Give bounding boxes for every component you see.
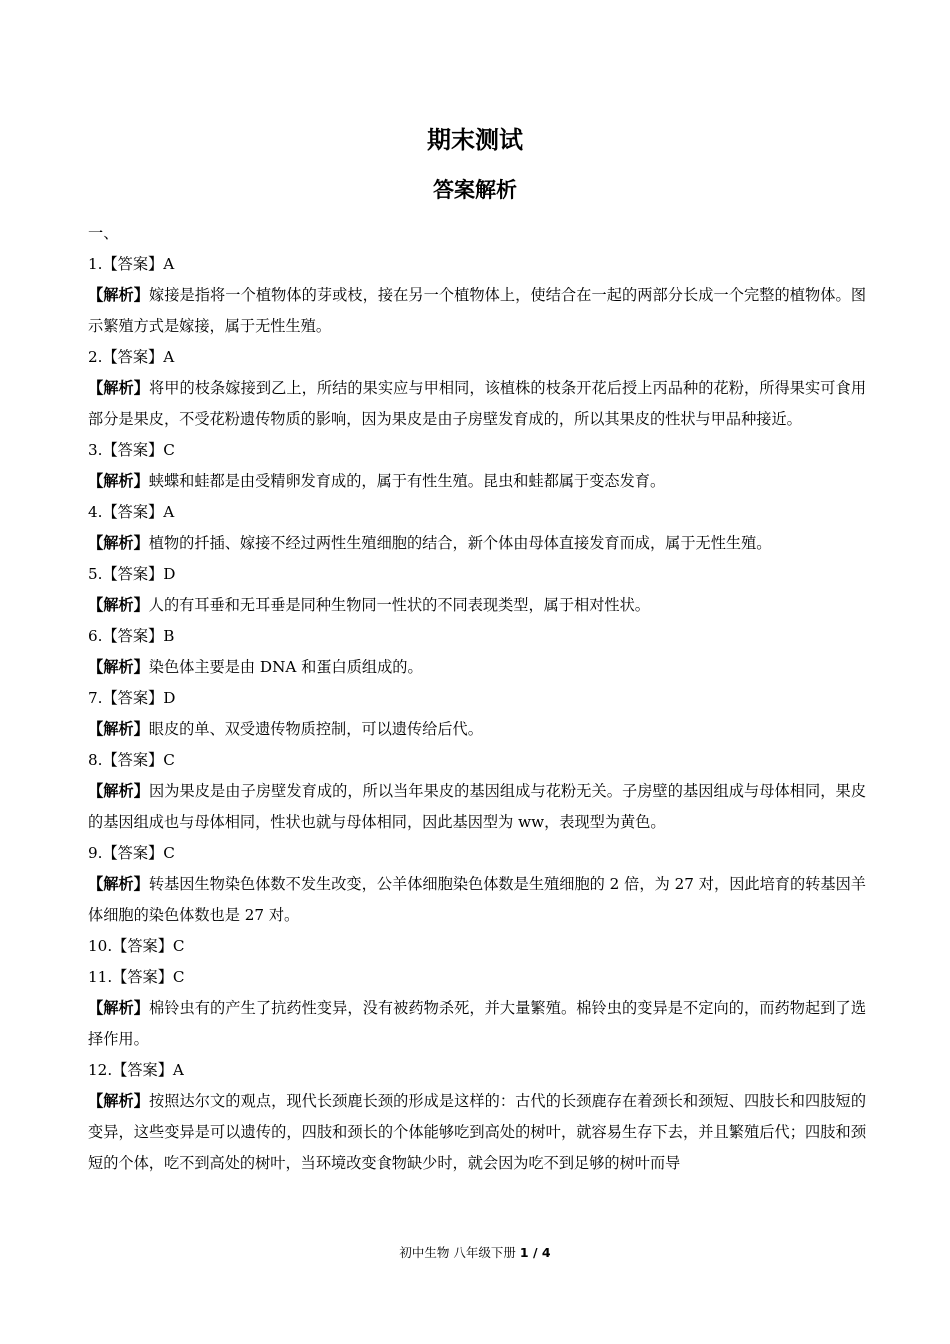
answer-line-2: 2.【答案】A bbox=[88, 348, 175, 366]
explanation-text: 棉铃虫有的产生了抗药性变异，没有被药物杀死，并大量繁殖。棉铃虫的变异是不定向的，而药物起到了选择作用。 bbox=[88, 999, 867, 1048]
explanation-11 bbox=[88, 993, 866, 1055]
explanation-label: 【解析】 bbox=[88, 1092, 150, 1110]
answer-line-6: 6.【答案】B bbox=[88, 627, 175, 645]
explanation-text: 人的有耳垂和无耳垂是同种生物同一性状的不同表现类型，属于相对性状。 bbox=[148, 596, 650, 614]
explanation-label: 【解析】 bbox=[88, 286, 150, 304]
page-footer bbox=[0, 1244, 950, 1262]
explanation-label: 【解析】 bbox=[88, 379, 150, 397]
section-label: 一、 bbox=[88, 224, 119, 242]
explanation-8 bbox=[88, 776, 866, 838]
explanation-1 bbox=[88, 280, 866, 342]
explanation-label: 【解析】 bbox=[88, 875, 149, 893]
explanation-5 bbox=[88, 590, 866, 621]
explanation-text: 转基因生物染色体数不发生改变，公羊体细胞染色体数是生殖细胞的 2 倍，为 27 对，因此培育的转基因羊体细胞的染色体数也是 27 对。 bbox=[88, 875, 866, 924]
answer-line-5: 5.【答案】D bbox=[88, 565, 176, 583]
page-subtitle: 答案解析 bbox=[433, 178, 517, 202]
explanation-text: 按照达尔文的观点，现代长颈鹿长颈的形成是这样的：古代的长颈鹿存在着颈长和颈短、四肢长和四肢短的变异，这些变异是可以遗传的，四肢和颈长的个体能够吃到高处的树叶，就容易生存下去，并且繁殖后代；四肢和颈短的个体，吃不到高处的树叶，当环境改变食物缺少时，就会因为吃不到足够的树叶而导 bbox=[88, 1092, 867, 1172]
page-number: 1 / 4 bbox=[519, 1245, 551, 1260]
page-title: 期末测试 bbox=[427, 126, 523, 154]
answer-line-9: 9.【答案】C bbox=[88, 844, 175, 862]
explanation-9 bbox=[88, 869, 866, 931]
explanation-label: 【解析】 bbox=[88, 782, 150, 800]
explanation-text: 染色体主要是由 DNA 和蛋白质组成的。 bbox=[148, 658, 423, 676]
explanation-4 bbox=[88, 528, 866, 559]
explanation-text: 眼皮的单、双受遗传物质控制，可以遗传给后代。 bbox=[148, 720, 483, 738]
explanation-text: 将甲的枝条嫁接到乙上，所结的果实应与甲相同，该植株的枝条开花后授上丙品种的花粉，所得果实可食用部分是果皮，不受花粉遗传物质的影响，因为果皮是由子房壁发育成的，所以其果皮的性状与甲品种接近。 bbox=[88, 379, 867, 428]
answer-line-4: 4.【答案】A bbox=[88, 503, 175, 521]
explanation-12 bbox=[88, 1086, 866, 1179]
answer-line-3: 3.【答案】C bbox=[88, 441, 175, 459]
explanation-label: 【解析】 bbox=[88, 999, 150, 1017]
answer-line-12: 12.【答案】A bbox=[88, 1061, 184, 1079]
explanation-label: 【解析】 bbox=[88, 534, 149, 552]
answer-line-10: 10.【答案】C bbox=[88, 937, 185, 955]
explanation-label: 【解析】 bbox=[88, 596, 149, 614]
explanation-label: 【解析】 bbox=[88, 658, 149, 676]
footer-text: 初中生物 八年级下册 bbox=[399, 1245, 516, 1260]
answer-content bbox=[88, 218, 866, 1179]
explanation-text: 植物的扦插、嫁接不经过两性生殖细胞的结合，新个体由母体直接发育而成，属于无性生殖。 bbox=[148, 534, 772, 552]
explanation-7 bbox=[88, 714, 866, 745]
answer-line-1: 1.【答案】A bbox=[88, 255, 175, 273]
explanation-2 bbox=[88, 373, 866, 435]
answer-line-7: 7.【答案】D bbox=[88, 689, 176, 707]
answer-line-11: 11.【答案】C bbox=[88, 968, 185, 986]
explanation-text: 嫁接是指将一个植物体的芽或枝，接在另一个植物体上，使结合在一起的两部分长成一个完整的植物体。图示繁殖方式是嫁接，属于无性生殖。 bbox=[88, 286, 867, 335]
explanation-text: 蛱蝶和蛙都是由受精卵发育成的，属于有性生殖。昆虫和蛙都属于变态发育。 bbox=[148, 472, 666, 490]
explanation-6 bbox=[88, 652, 866, 683]
answer-line-8: 8.【答案】C bbox=[88, 751, 175, 769]
explanation-label: 【解析】 bbox=[88, 472, 149, 490]
explanation-text: 因为果皮是由子房壁发育成的，所以当年果皮的基因组成与花粉无关。子房壁的基因组成与母体相同，果皮的基因组成也与母体相同，性状也就与母体相同，因此基因型为 ww，表现型为黄色。 bbox=[88, 782, 867, 831]
explanation-3 bbox=[88, 466, 866, 497]
explanation-label: 【解析】 bbox=[88, 720, 149, 738]
